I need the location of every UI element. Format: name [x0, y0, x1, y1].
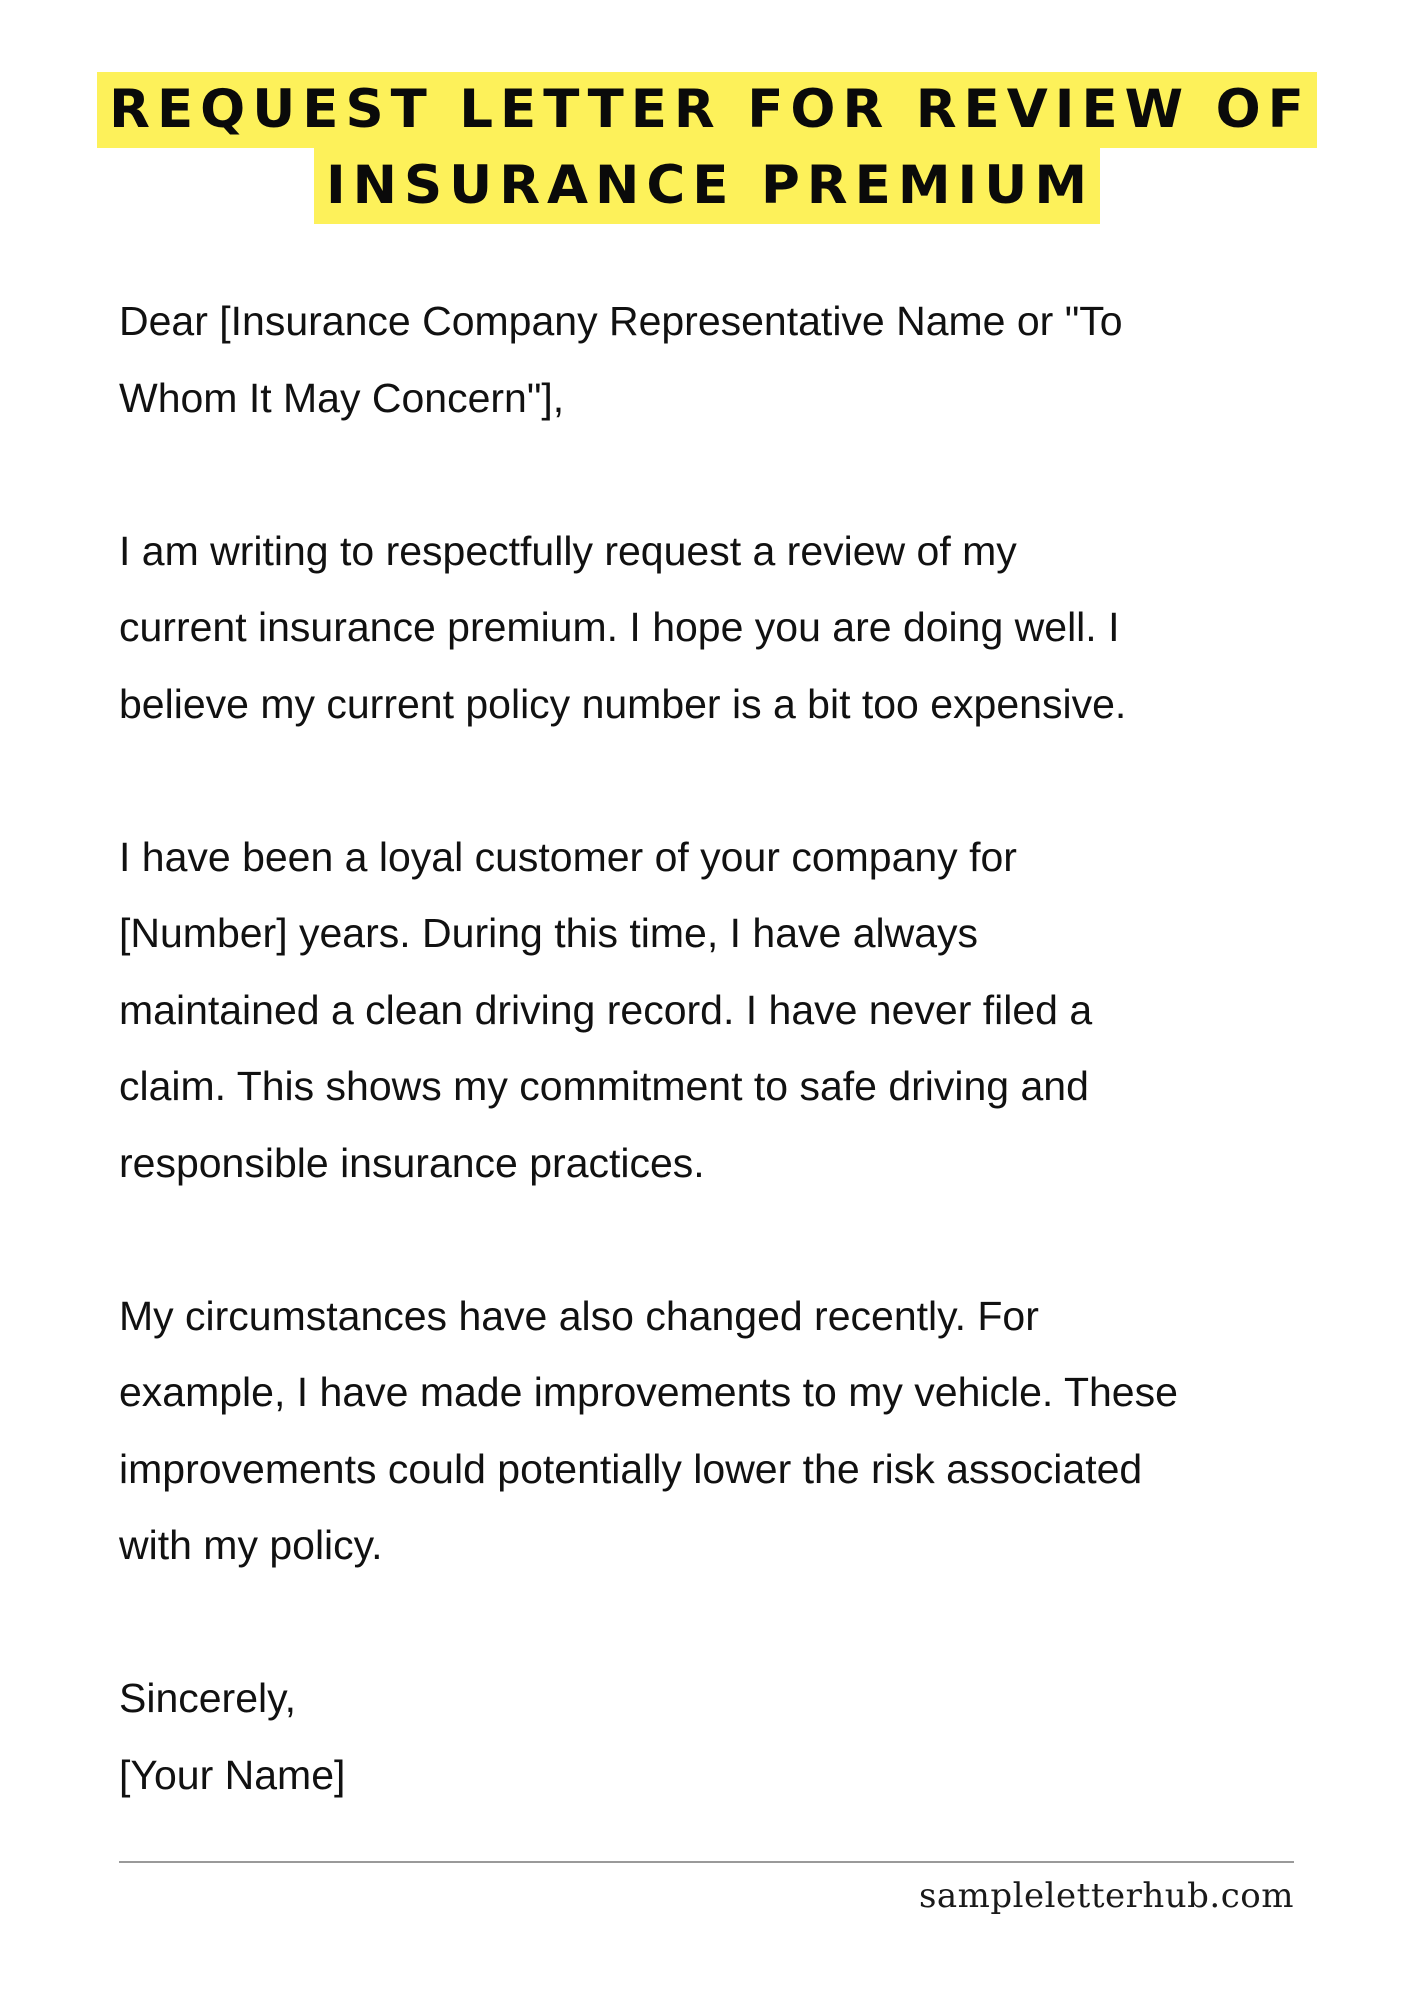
footer-divider [119, 1861, 1294, 1863]
paragraph-line: believe my current policy number is a bit too expensive. [119, 680, 1127, 727]
paragraph-line: with my policy. [119, 1522, 383, 1568]
paragraph-line: I have been a loyal customer of your company for [119, 833, 1017, 880]
paragraph-line: [Number] years. During this time, I have always [119, 910, 979, 956]
footer-site-link[interactable]: sampleletterhub.com [918, 1876, 1294, 1916]
salutation-line: Whom It May Concern"], [119, 374, 565, 421]
paragraph-line: improvements could potentially lower the risk associated [119, 1445, 1143, 1492]
title-line-1: REQUEST LETTER FOR REVIEW OF [97, 72, 1317, 148]
paragraph-line: My circumstances have also changed recently. For [119, 1292, 1039, 1339]
salutation [119, 283, 1359, 436]
paragraph-line: example, I have made improvements to my vehicle. These [119, 1369, 1178, 1415]
paragraph-line: responsible insurance practices. [119, 1139, 705, 1186]
salutation-line: Dear [Insurance Company Representative Name or "To [119, 298, 1123, 344]
paragraph-3 [119, 1278, 1359, 1584]
signature-placeholder: [Your Name] [119, 1751, 346, 1798]
title-line-2: INSURANCE PREMIUM [314, 148, 1100, 224]
paragraph-line: I am writing to respectfully request a review of my [119, 527, 1017, 574]
letter-title [0, 72, 1414, 224]
paragraph-line: maintained a clean driving record. I have never filed a [119, 986, 1093, 1033]
closing: Sincerely, [119, 1675, 296, 1721]
paragraph-1 [119, 513, 1359, 743]
paragraph-2 [119, 819, 1359, 1202]
paragraph-line: current insurance premium. I hope you are doing well. I [119, 604, 1120, 650]
paragraph-line: claim. This shows my commitment to safe driving and [119, 1063, 1089, 1109]
letter-body [119, 283, 1359, 1813]
